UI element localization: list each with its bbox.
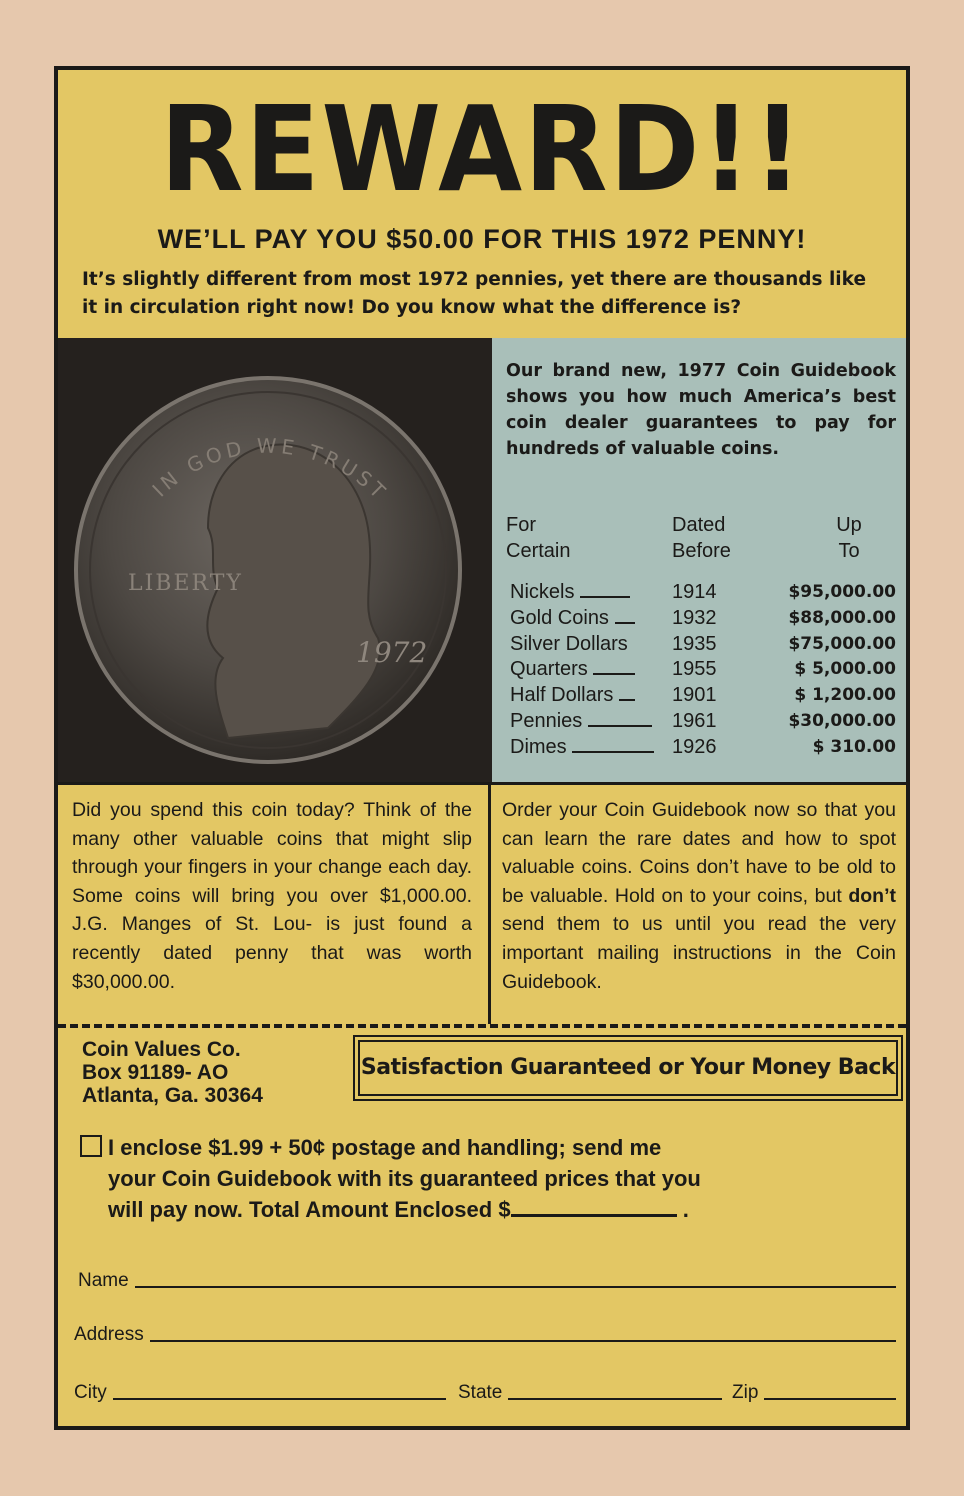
leader-line (588, 711, 652, 727)
table-row (506, 632, 896, 658)
order-guidebook-text: Order your Coin Guidebook now so that you can learn the rare dates and how to spot valuable coins. Coins don’t have to be old to be valuable. Hold on to your coins, but don’t send them to us until you read the very important mailing instructions in the Coin Guidebook. (502, 799, 896, 993)
coin-name: Silver Dollars (510, 632, 628, 655)
coin-date: 1914 (672, 581, 717, 603)
city-input-line[interactable] (113, 1384, 446, 1400)
teaser-text: It’s slightly different from most 1972 pennies, yet there are thousands like it in circulation right now! Do you know what the difference is? (82, 269, 867, 318)
guidebook-intro: Our brand new, 1977 Coin Guidebook shows you how much America’s best coin dealer guarantees to pay for hundreds of valuable coins. (506, 361, 896, 459)
state-field[interactable] (458, 1382, 722, 1404)
table-row (506, 683, 896, 709)
coin-price: $ 1,200.00 (794, 685, 896, 706)
name-field[interactable] (78, 1270, 896, 1292)
spend-coin-text: Did you spend this coin today? Think of the many other valuable coins that might slip through your fingers in your change each day. Some coins will bring you over $1,000.00. J.G. Manges of St. Lou- is just found a recently dated penny that was worth $30,000.00. (72, 799, 472, 993)
leader-line (593, 659, 635, 675)
state-label: State (458, 1382, 503, 1403)
ad-header (58, 70, 906, 341)
amount-enclosed-field[interactable] (511, 1196, 677, 1217)
column-divider (488, 782, 491, 1024)
price-panel (492, 338, 906, 785)
coin-advertisement (54, 66, 910, 1430)
coin-name: Half Dollars (510, 684, 614, 707)
coin-price: $ 5,000.00 (794, 659, 896, 680)
table-row (506, 735, 896, 761)
table-row (506, 709, 896, 735)
coin-price: $75,000.00 (788, 633, 896, 654)
coin-photo-panel (58, 338, 495, 785)
header-dated-before: Dated Before (672, 514, 731, 562)
coin-date: 1961 (672, 709, 717, 732)
coin-date: 1935 (672, 632, 717, 655)
header-up-to: Up To (836, 514, 862, 562)
coin-price: $95,000.00 (788, 582, 896, 602)
zip-input-line[interactable] (764, 1384, 896, 1400)
table-row (506, 606, 896, 632)
dont-emphasis: don’t (848, 884, 896, 907)
coin-price: $ 310.00 (812, 736, 896, 757)
address-input-line[interactable] (150, 1326, 896, 1342)
coin-date: 1926 (672, 735, 717, 758)
coin-price: $30,000.00 (788, 710, 896, 731)
subhead: WE’LL PAY YOU $50.00 FOR THIS 1972 PENNY! (157, 224, 807, 254)
zip-field[interactable] (732, 1382, 896, 1404)
coin-name: Gold Coins (510, 606, 609, 629)
coin-name: Pennies (510, 709, 583, 732)
name-input-line[interactable] (135, 1272, 896, 1288)
header-for-certain: For Certain (506, 514, 571, 562)
state-input-line[interactable] (508, 1384, 722, 1400)
penny-liberty: LIBERTY (128, 571, 243, 596)
city-field[interactable] (74, 1382, 446, 1404)
name-label: Name (78, 1270, 129, 1291)
mailing-address: Coin Values Co. Box 91189- AO Atlanta, Ga. 30364 (82, 1038, 263, 1107)
penny-image (58, 338, 492, 782)
coin-date: 1932 (672, 606, 717, 629)
leader-line (615, 608, 635, 624)
penny-year: 1972 (356, 636, 428, 669)
order-form-text: I enclose $1.99 + 50¢ postage and handling; send me your Coin Guidebook with its guaranteed prices that you will pay now. Total Amount Enclosed $ . (80, 1132, 898, 1225)
price-table (506, 512, 896, 761)
leader-line (572, 737, 654, 753)
city-label: City (74, 1382, 107, 1403)
zip-label: Zip (732, 1382, 759, 1403)
coin-name: Dimes (510, 735, 567, 758)
address-field[interactable] (74, 1324, 896, 1346)
coin-name: Nickels (510, 581, 575, 603)
penny-motto: IN GOD WE TRUST (147, 433, 393, 506)
order-checkbox[interactable] (80, 1135, 102, 1157)
table-row (506, 657, 896, 683)
guarantee-box: Satisfaction Guaranteed or Your Money Back (358, 1040, 898, 1096)
price-table-header (506, 512, 896, 564)
coin-date: 1955 (672, 658, 717, 681)
address-label: Address (74, 1324, 144, 1345)
table-row (506, 580, 896, 606)
coin-name: Quarters (510, 658, 588, 681)
leader-line (619, 685, 635, 701)
coin-date: 1901 (672, 684, 717, 707)
headline: REWARD!! (159, 80, 805, 218)
leader-line (580, 582, 630, 598)
coin-price: $88,000.00 (788, 607, 896, 628)
coupon-cut-line (58, 1024, 906, 1028)
